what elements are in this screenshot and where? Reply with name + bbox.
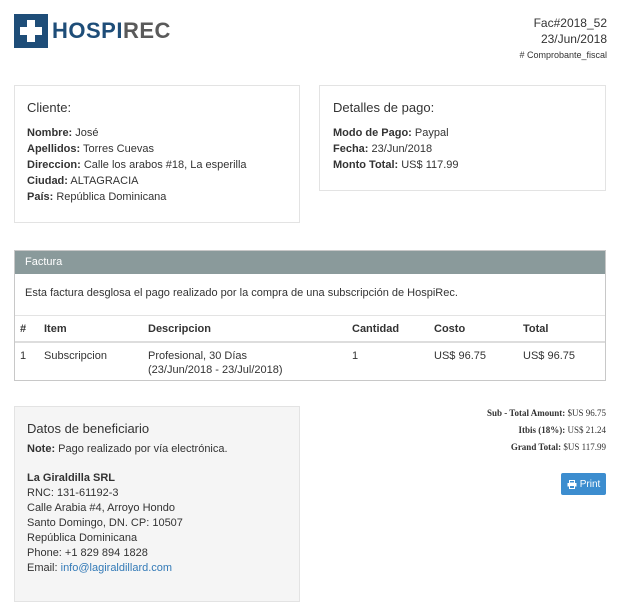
itbis-row: Itbis (18%): US$ 21.24 (518, 425, 606, 435)
row-number: 1 (20, 350, 27, 362)
email-link[interactable]: info@lagiraldillard.com (60, 562, 173, 574)
invoice-number: Fac#2018_52 (533, 16, 607, 30)
beneficiary-note: Note: Pago realizado por vía electrónica. (27, 443, 228, 455)
invoice-date: 23/Jun/2018 (540, 32, 607, 46)
client-title: Cliente: (27, 100, 72, 115)
payment-total-row: Monto Total: US$ 117.99 (333, 159, 459, 171)
beneficiary-country: República Dominicana (27, 532, 138, 544)
client-surname-row: Apellidos: Torres Cuevas (27, 143, 154, 155)
col-quantity: Cantidad (347, 316, 429, 342)
brand-name-part1: HOSPI (52, 18, 123, 43)
row-quantity: 1 (352, 350, 359, 362)
row-description (143, 342, 347, 381)
items-header-row (15, 316, 605, 342)
payment-title: Detalles de pago: (333, 100, 435, 115)
client-country-row: País: República Dominicana (27, 191, 167, 203)
brand-name-part2: REC (122, 18, 171, 43)
print-button[interactable] (561, 473, 606, 495)
beneficiary-company: La Giraldilla SRL (27, 472, 116, 484)
invoice-heading: Factura (15, 251, 605, 274)
client-panel (14, 85, 300, 223)
col-total: Total (518, 316, 605, 342)
beneficiary-address1: Calle Arabia #4, Arroyo Hondo (27, 502, 175, 514)
beneficiary-rnc: RNC: 131-61192-3 (27, 487, 119, 499)
col-description: Descripcion (143, 316, 347, 342)
row-description-plan: Profesional, 30 Días (148, 350, 248, 362)
subtotal-row: Sub - Total Amount: $US 96.75 (486, 408, 606, 418)
row-item: Subscripcion (44, 350, 107, 362)
payment-panel (319, 85, 606, 191)
col-cost: Costo (429, 316, 518, 342)
invoice-meta (519, 15, 607, 60)
payment-method-row: Modo de Pago: Paypal (333, 127, 449, 139)
row-total: US$ 96.75 (523, 350, 575, 362)
row-cost: US$ 96.75 (434, 350, 486, 362)
grand-total-row: Grand Total: $US 117.99 (510, 442, 606, 452)
printer-icon (567, 480, 577, 489)
table-row (15, 342, 605, 381)
col-number: # (15, 316, 39, 342)
beneficiary-panel (14, 406, 300, 602)
invoice-description: Esta factura desglosa el pago realizado por la compra de una subscripción de HospiRec. (15, 274, 605, 316)
invoice-panel (14, 250, 606, 381)
payment-date-row: Fecha: 23/Jun/2018 (333, 143, 433, 155)
medical-cross-icon (14, 14, 48, 48)
hospirec-logo (14, 14, 171, 48)
beneficiary-address2: Santo Domingo, DN. CP: 10507 (27, 517, 183, 529)
client-address-row: Direccion: Calle los arabos #18, La esperilla (27, 159, 247, 171)
beneficiary-title: Datos de beneficiario (27, 421, 150, 436)
print-label: Print (579, 478, 601, 490)
client-city-row: Ciudad: ALTAGRACIA (27, 175, 139, 187)
col-item: Item (39, 316, 143, 342)
totals-summary (487, 405, 606, 456)
brand-name (52, 20, 171, 42)
beneficiary-phone: Phone: +1 829 894 1828 (27, 547, 148, 559)
fiscal-receipt: # Comprobante_fiscal (519, 50, 607, 60)
items-table (15, 316, 605, 381)
client-name-row: Nombre: José (27, 127, 99, 139)
beneficiary-email-row: Email: info@lagiraldillard.com (27, 562, 173, 574)
row-description-period: (23/Jun/2018 - 23/Jul/2018) (148, 364, 283, 376)
